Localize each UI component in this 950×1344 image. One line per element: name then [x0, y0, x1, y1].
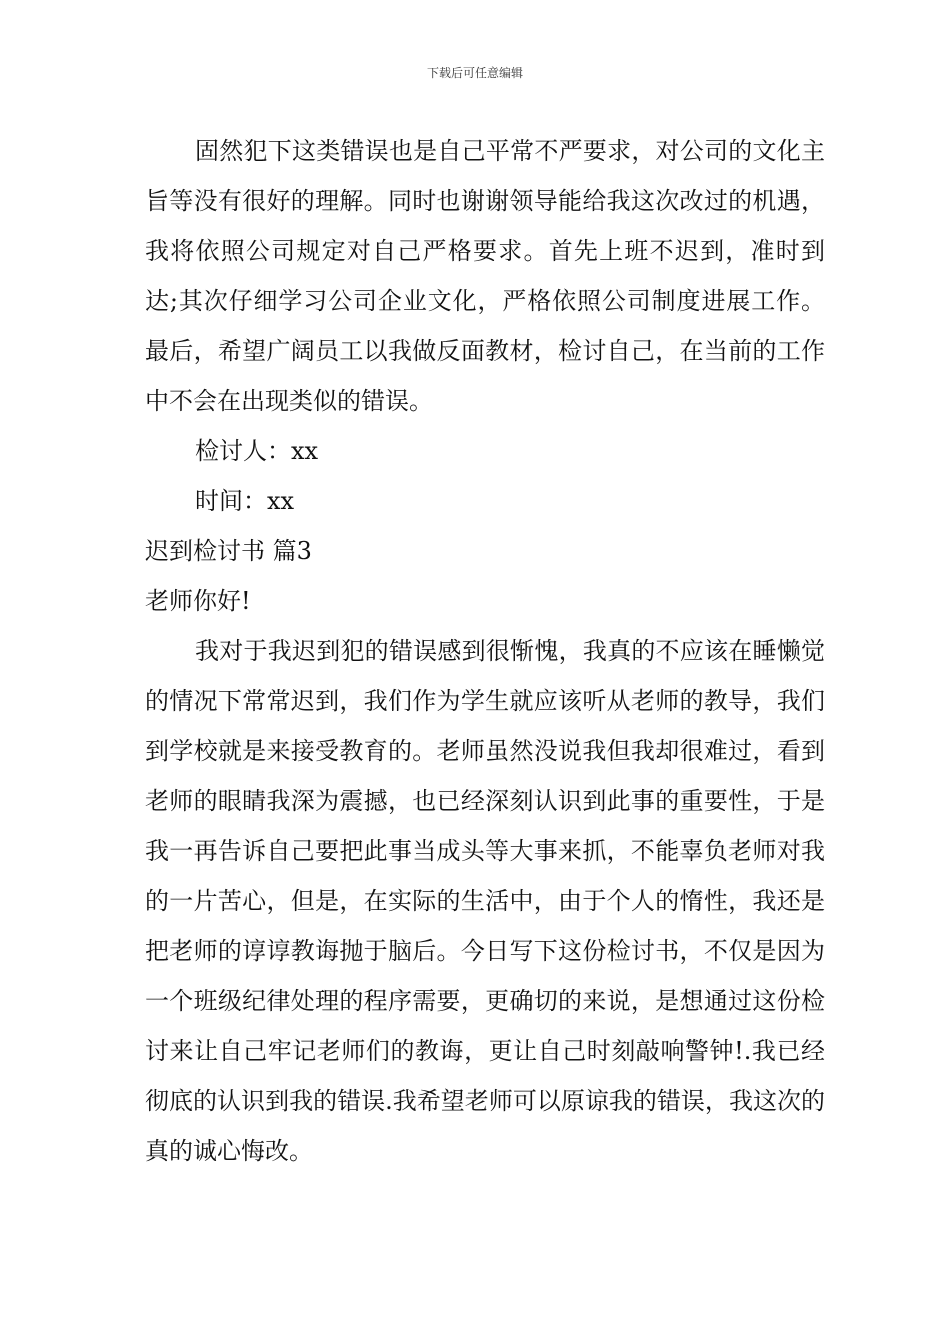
page-header: 下载后可任意编辑: [426, 66, 523, 80]
greeting-line: 老师你好!: [145, 587, 251, 615]
body-paragraph: 固然犯下这类错误也是自己平常不严要求，对公司的文化主旨等没有很好的理解。同时也谢谢领导能给我这次改过的机遇，我将依照公司规定对自己严格要求。首先上班不迟到，准时到达;其次仔细学习公司企业文化，严格依照公司制度进展工作。最后，希望广阔员工以我做反面教材，检讨自己，在当前的工作中不会在出现类似的错误。: [145, 137, 825, 415]
signer-line: 检讨人：xx: [195, 437, 319, 465]
section-title: 迟到检讨书 篇3: [145, 537, 312, 565]
date-line: 时间：xx: [195, 487, 295, 515]
body-paragraph: 我对于我迟到犯的错误感到很惭愧，我真的不应该在睡懒觉的情况下常常迟到，我们作为学生就应该听从老师的教导，我们到学校就是来接受教育的。老师虽然没说我但我却很难过，看到老师的眼睛我深为震撼，也已经深刻认识到此事的重要性，于是我一再告诉自己要把此事当成头等大事来抓，不能辜负老师对我的一片苦心，但是，在实际的生活中，由于个人的惰性，我还是把老师的谆谆教诲抛于脑后。今日写下这份检讨书，不仅是因为一个班级纪律处理的程序需要，更确切的来说，是想通过这份检讨来让自己牢记老师们的教诲，更让自己时刻敲响警钟!.我已经彻底的认识到我的错误.我希望老师可以原谅我的错误，我这次的真的诚心悔改。: [145, 637, 825, 1165]
document-body: [145, 126, 825, 1176]
